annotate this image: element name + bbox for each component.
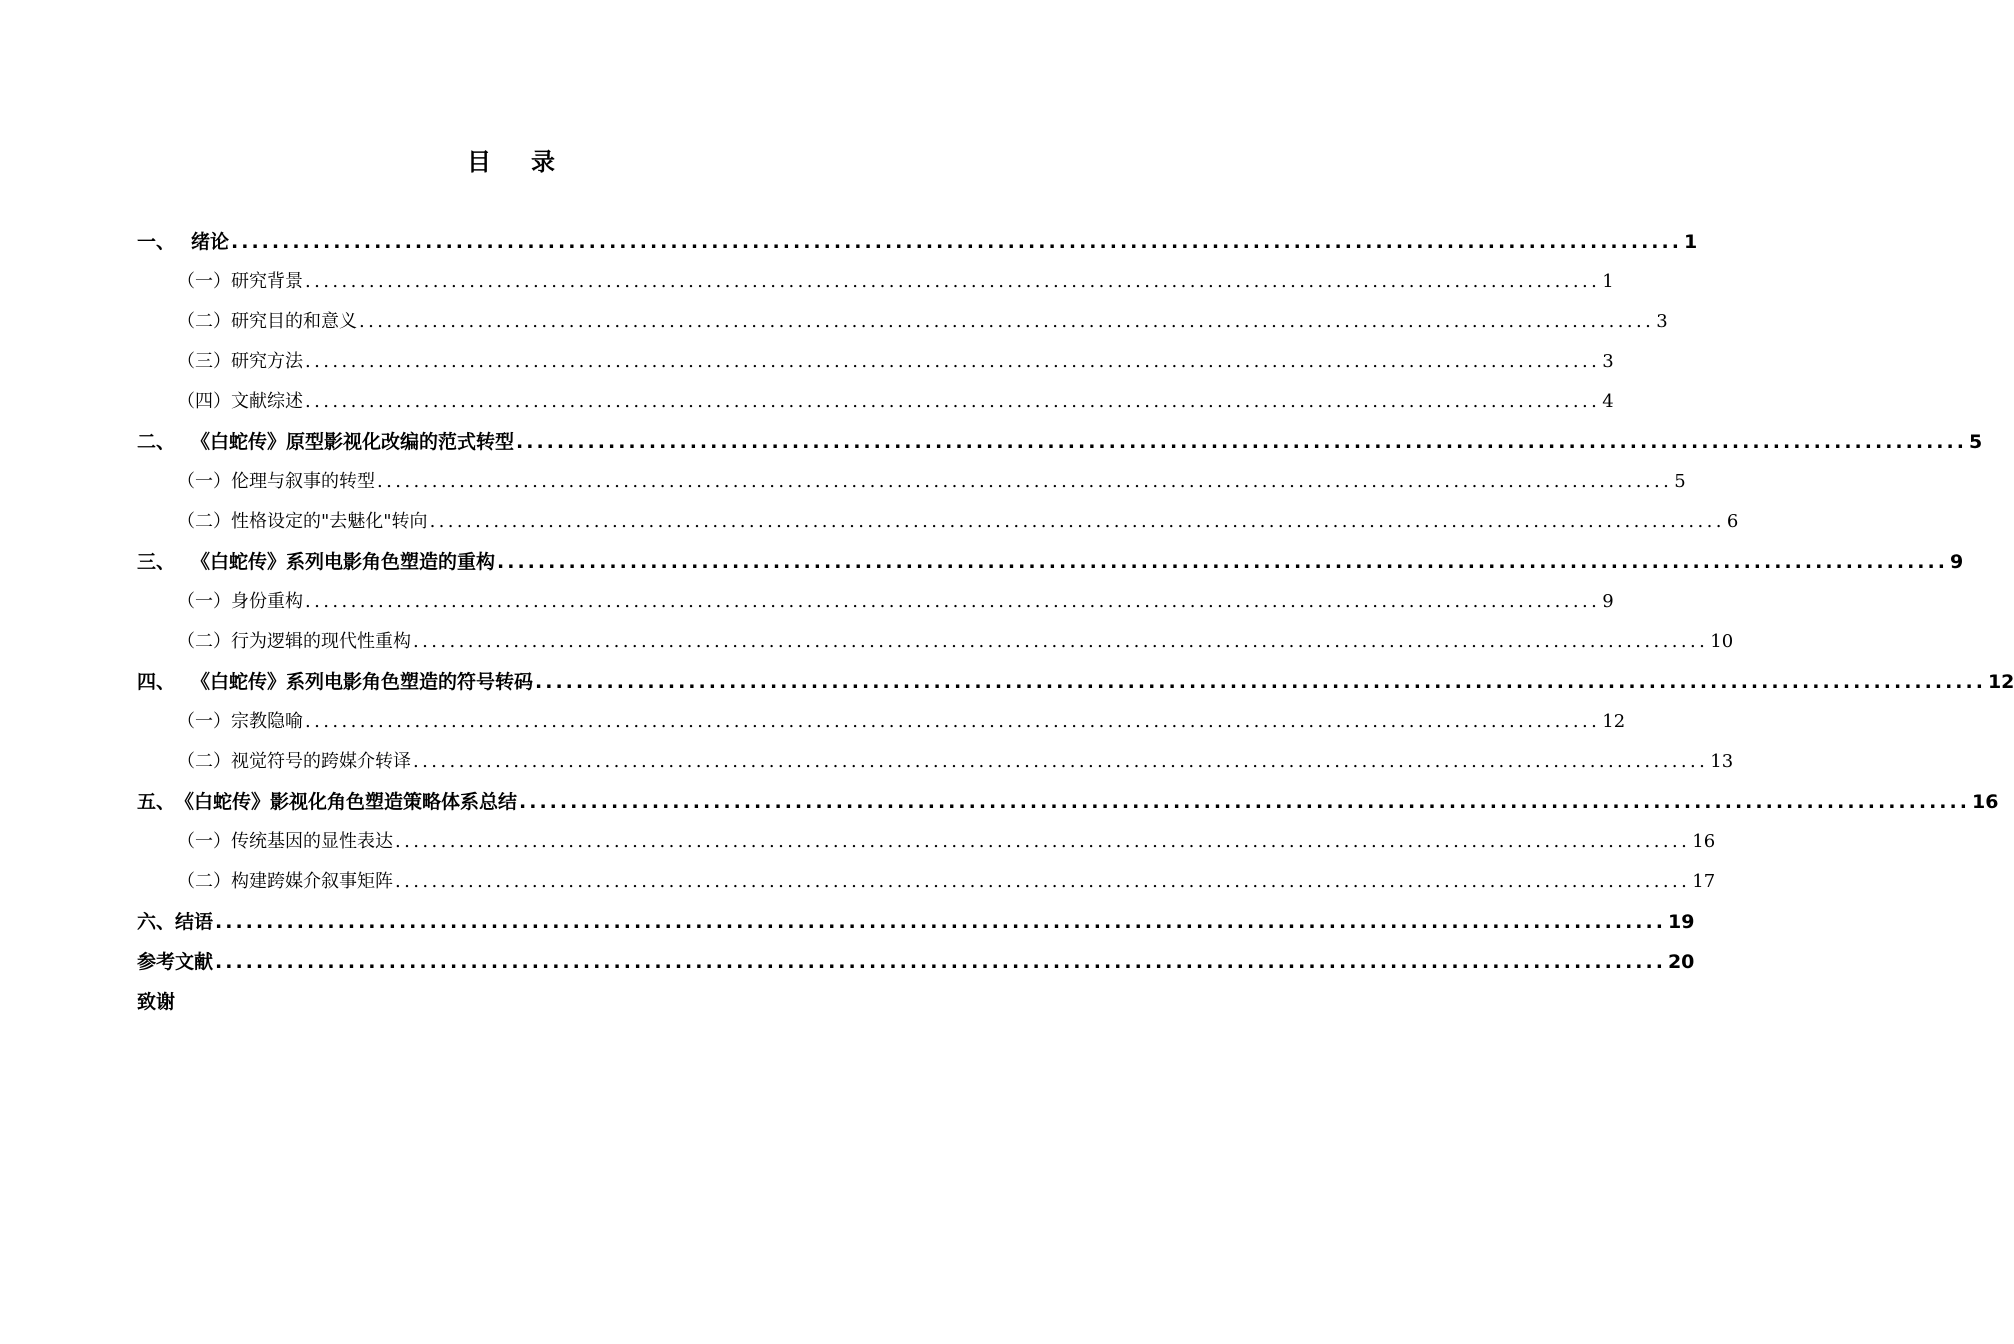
toc-page-number: 5: [1674, 471, 1686, 492]
toc-entry-number: （四）: [177, 391, 231, 412]
toc-dot-leader: ..............................................................................................................................................: [305, 591, 1601, 612]
toc-entry-title: 伦理与叙事的转型: [231, 471, 375, 492]
toc-entry-section[interactable]: [137, 342, 1614, 382]
toc-entry-section[interactable]: [137, 382, 1614, 422]
toc-entry-chapter[interactable]: [137, 902, 1695, 942]
toc-page-number: 1: [1602, 271, 1614, 292]
toc-page-number: 9: [1949, 551, 1964, 573]
toc-dot-leader: ..............................................................................................................................................: [497, 551, 1948, 573]
toc-entry-section[interactable]: [137, 262, 1614, 302]
toc-page-number: 1: [1683, 231, 1698, 253]
toc-dot-leader: ..............................................................................................................................................: [305, 271, 1601, 292]
toc-entry-number: 六、: [137, 911, 176, 933]
toc-page-number: 19: [1667, 911, 1695, 933]
toc-entry-title: 《白蛇传》系列电影角色塑造的符号转码: [191, 671, 534, 693]
toc-entry-title: 《白蛇传》影视化角色塑造策略体系总结: [175, 791, 518, 813]
toc-entry-number: （三）: [177, 351, 231, 372]
toc-entry-section[interactable]: [137, 742, 1734, 782]
toc-entry-title: 研究背景: [231, 271, 303, 292]
toc-entry-section[interactable]: [137, 582, 1614, 622]
toc-entry-title: 绪论: [191, 231, 230, 253]
toc-entry-chapter[interactable]: [137, 662, 2014, 702]
toc-entry-chapter[interactable]: [137, 542, 1964, 582]
toc-entry-number: 五、: [137, 791, 176, 813]
toc-page-number: 16: [1971, 791, 1999, 813]
toc-page-number: 13: [1710, 751, 1734, 772]
toc-entry-number: （二）: [177, 631, 231, 652]
toc-dot-leader: ..............................................................................................................................................: [215, 951, 1666, 973]
toc-page-number: 3: [1602, 351, 1614, 372]
toc-page-number: 10: [1710, 631, 1734, 652]
toc-dot-leader: ..............................................................................................................................................: [395, 871, 1691, 892]
toc-entry-title: 文献综述: [231, 391, 303, 412]
toc-dot-leader: ..............................................................................................................................................: [305, 391, 1601, 412]
toc-entry-title: 研究方法: [231, 351, 303, 372]
toc-page-number: 12: [1987, 671, 2014, 693]
toc-entry-title: 研究目的和意义: [231, 311, 357, 332]
toc-entry-title: 视觉符号的跨媒介转译: [231, 751, 411, 772]
toc-entry-title: 《白蛇传》原型影视化改编的范式转型: [191, 431, 515, 453]
toc-entry-number: 四、: [137, 671, 176, 693]
toc-entry-section[interactable]: [137, 862, 1716, 902]
toc-dot-leader: ..............................................................................................................................................: [413, 751, 1709, 772]
toc-page-number: 20: [1667, 951, 1695, 973]
toc-entry-chapter[interactable]: [137, 982, 850, 1022]
toc-dot-leader: ..............................................................................................................................................: [359, 311, 1655, 332]
toc-dot-leader: ..............................................................................................................................................: [429, 511, 1725, 532]
toc-page-number: 9: [1602, 591, 1614, 612]
toc-page-number: 17: [1692, 871, 1716, 892]
toc-dot-leader: ..............................................................................................................................................: [215, 911, 1666, 933]
toc-entry-number: （二）: [177, 751, 231, 772]
toc-title-char-2: 录: [531, 148, 555, 176]
toc-entry-title: 参考文献: [137, 951, 214, 973]
toc-dot-leader: ..............................................................................................................................................: [395, 831, 1691, 852]
toc-entry-title: 宗教隐喻: [231, 711, 303, 732]
toc-entry-number: （二）: [177, 871, 231, 892]
toc-entry-chapter[interactable]: [137, 782, 1999, 822]
toc-dot-leader: ..............................................................................................................................................: [535, 671, 1986, 693]
toc-entry-title: 行为逻辑的现代性重构: [231, 631, 411, 652]
toc-entry-title: 构建跨媒介叙事矩阵: [231, 871, 393, 892]
toc-title: [0, 142, 1022, 177]
toc-entry-title: 性格设定的"去魅化"转向: [231, 511, 428, 532]
toc-page-number: 5: [1968, 431, 1983, 453]
toc-title-char-1: 目: [467, 148, 491, 176]
toc-entry-chapter[interactable]: [137, 422, 1983, 462]
toc-page-number: 16: [1692, 831, 1716, 852]
toc-entry-number: （一）: [177, 271, 231, 292]
toc-entry-section[interactable]: [137, 462, 1686, 502]
toc-entry-title: 《白蛇传》系列电影角色塑造的重构: [191, 551, 496, 573]
toc-entry-number: （一）: [177, 591, 231, 612]
toc-entry-title: 结语: [175, 911, 214, 933]
toc-entry-section[interactable]: [137, 822, 1716, 862]
toc-dot-leader: ..............................................................................................................................................: [516, 431, 1967, 453]
toc-entry-title: 传统基因的显性表达: [231, 831, 393, 852]
toc-entry-number: （二）: [177, 511, 231, 532]
toc-page-number: 4: [1602, 391, 1614, 412]
toc-entry-section[interactable]: [137, 622, 1734, 662]
toc-dot-leader: ..............................................................................................................................................: [305, 711, 1601, 732]
toc-entry-chapter[interactable]: [137, 942, 1695, 982]
toc-page-number: 12: [1602, 711, 1626, 732]
toc-page-number: 6: [1726, 511, 1739, 532]
toc-entry-number: 二、: [137, 431, 176, 453]
toc-entry-section[interactable]: [137, 702, 1626, 742]
toc-entry-number: （一）: [177, 471, 231, 492]
toc-entry-number: （一）: [177, 831, 231, 852]
toc-dot-leader: ..............................................................................................................................................: [305, 351, 1601, 372]
toc-entry-number: 三、: [137, 551, 176, 573]
toc-page-number: 3: [1656, 311, 1668, 332]
toc-entry-section[interactable]: [137, 302, 1668, 342]
toc-entry-title: 身份重构: [231, 591, 303, 612]
toc-dot-leader: ..............................................................................................................................................: [413, 631, 1709, 652]
toc-dot-leader: ..............................................................................................................................................: [519, 791, 1970, 813]
toc-entry-number: 一、: [137, 231, 176, 253]
toc-entry-title: 致谢: [137, 991, 176, 1013]
toc-dot-leader: ..............................................................................................................................................: [377, 471, 1673, 492]
toc-list: [137, 222, 2014, 1022]
toc-entry-chapter[interactable]: [137, 222, 1698, 262]
toc-entry-number: （一）: [177, 711, 231, 732]
toc-entry-section[interactable]: [137, 502, 1739, 542]
toc-entry-number: （二）: [177, 311, 231, 332]
toc-dot-leader: ..............................................................................................................................................: [231, 231, 1682, 253]
